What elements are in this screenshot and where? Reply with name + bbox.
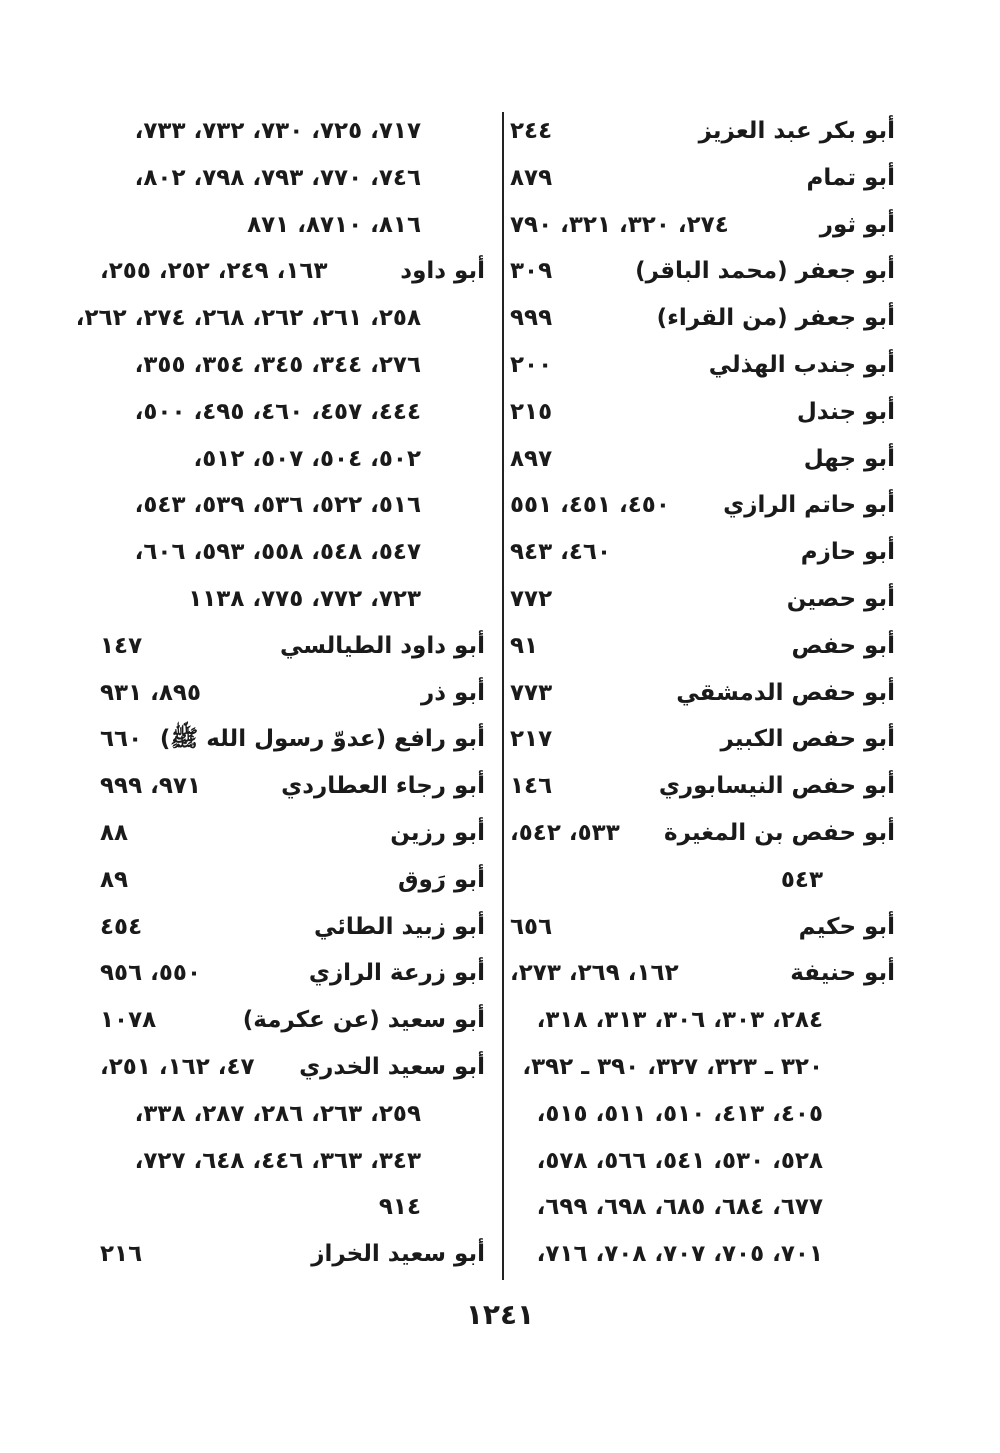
index-entry-continuation — [510, 1184, 895, 1231]
entry-pages: ٦٦٠ — [100, 726, 143, 753]
entry-pages: ٧٢٣، ٧٧٢، ٧٧٥، ١١٣٨ — [188, 585, 421, 612]
index-entry-continuation — [510, 1138, 895, 1185]
entry-pages: ٥٢٨، ٥٣٠، ٥٤١، ٥٦٦، ٥٧٨، — [536, 1147, 823, 1174]
entry-pages: ٧٠١، ٧٠٥، ٧٠٧، ٧٠٨، ٧١٦، — [536, 1241, 823, 1268]
entry-pages: ٤٥٠، ٤٥١، ٥٥١ — [510, 492, 670, 519]
index-entry — [510, 342, 895, 389]
entry-name: أبو سعيد الخراز — [311, 1241, 485, 1268]
index-entry-continuation — [100, 1138, 485, 1185]
entry-pages: ٣٢٠ ـ ٣٢٣، ٣٢٧، ٣٩٠ ـ ٣٩٢، — [522, 1053, 823, 1080]
entry-pages: ٢٤٤ — [510, 118, 553, 144]
entry-name: أبو رجاء العطاردي — [281, 773, 485, 800]
index-entry — [100, 248, 485, 295]
entry-pages: ٧٤٦، ٧٧٠، ٧٩٣، ٧٩٨، ٨٠٢، — [134, 164, 421, 191]
entry-name: أبو سعيد الخدري — [299, 1053, 485, 1080]
index-entry — [510, 810, 895, 857]
index-entry-continuation — [510, 1231, 895, 1278]
entry-pages: ٧١٧، ٧٢٥، ٧٣٠، ٧٣٢، ٧٣٣، — [134, 118, 421, 144]
entry-pages: ٥١٦، ٥٢٢، ٥٣٦، ٥٣٩، ٥٤٣، — [134, 492, 421, 519]
entry-name: أبو حفص النيسابوري — [658, 773, 895, 800]
entry-pages: ١٤٧ — [100, 632, 143, 659]
entry-pages: ٩١٤ — [378, 1194, 421, 1221]
entry-pages: ٨٨ — [100, 819, 129, 846]
index-entry-continuation — [510, 1044, 895, 1091]
index-entry-continuation — [100, 529, 485, 576]
index-entry — [510, 155, 895, 202]
entry-name: أبو ذر — [421, 679, 485, 706]
entry-pages: ٢١٦ — [100, 1241, 143, 1268]
entry-name: أبو رَوق — [397, 866, 485, 893]
entry-name: أبو حازم — [800, 539, 895, 566]
index-entry-continuation — [510, 1091, 895, 1138]
entry-pages: ١٦٢، ٢٦٩، ٢٧٣، — [510, 960, 679, 987]
entry-name: أبو زبيد الطائي — [314, 913, 485, 940]
entry-name: أبو سعيد (عن عكرمة) — [242, 1007, 485, 1034]
page-number: ١٢٤١ — [465, 1298, 535, 1331]
entry-pages: ١٦٣، ٢٤٩، ٢٥٢، ٢٥٥، — [100, 258, 328, 285]
index-entry — [100, 810, 485, 857]
entry-name: أبو تمام — [806, 164, 895, 191]
entry-pages: ٨٩ — [100, 866, 129, 893]
entry-pages: ٨٩٥، ٩٣١ — [100, 679, 201, 706]
entry-pages: ٣٠٩ — [510, 258, 553, 285]
entry-pages: ٧٧٣ — [510, 679, 553, 706]
entry-name: أبو جندب الهذلي — [708, 351, 895, 378]
entry-pages: ٨٩٧ — [510, 445, 553, 472]
index-entry — [510, 763, 895, 810]
entry-pages: ٢٥٩، ٢٦٣، ٢٨٦، ٢٨٧، ٣٣٨، — [134, 1100, 421, 1127]
entry-pages: ٢٥٨، ٢٦١، ٢٦٢، ٢٦٨، ٢٧٤، ٢٦٢، — [75, 305, 421, 332]
index-entry-continuation — [100, 155, 485, 202]
index-entry — [510, 482, 895, 529]
entry-pages: ٧٧٢ — [510, 585, 553, 612]
index-entry-continuation — [100, 202, 485, 249]
index-entry-continuation — [100, 1091, 485, 1138]
index-entry — [510, 576, 895, 623]
entry-pages: ٥٣٣، ٥٤٢، — [510, 819, 620, 846]
entry-pages: ٦٥٦ — [510, 913, 553, 940]
index-entry — [100, 623, 485, 670]
entry-name: أبو بكر عبد العزيز — [698, 118, 895, 144]
entry-name: أبو حفص — [791, 632, 895, 659]
index-entry — [510, 295, 895, 342]
entry-pages: ٢٠٠ — [510, 351, 553, 378]
index-entry — [100, 997, 485, 1044]
entry-name: أبو جعفر (من القراء) — [656, 305, 895, 332]
entry-pages: ٢٧٤، ٣٢٠، ٣٢١، ٧٩٠ — [510, 211, 729, 238]
entry-pages: ٨٧٩ — [510, 164, 553, 191]
entry-pages: ٩٩٩ — [510, 305, 553, 332]
entry-pages: ٣٤٣، ٣٦٣، ٤٤٦، ٦٤٨، ٧٢٧، — [134, 1147, 421, 1174]
entry-name: أبو ثور — [819, 211, 895, 238]
entry-pages: ٥٠٢، ٥٠٤، ٥٠٧، ٥١٢، — [193, 445, 421, 472]
entry-name: أبو رافع (عدوّ رسول الله ﷺ) — [159, 726, 485, 753]
entry-pages: ٢١٧ — [510, 726, 553, 753]
index-entry — [510, 950, 895, 997]
index-entry — [100, 670, 485, 717]
entry-pages: ٤٤٤، ٤٥٧، ٤٦٠، ٤٩٥، ٥٠٠، — [134, 398, 421, 425]
index-entry — [100, 1044, 485, 1091]
entry-name: أبو زرعة الرازي — [308, 960, 485, 987]
entry-name: أبو رزين — [390, 819, 485, 846]
index-entry-continuation — [100, 436, 485, 483]
index-entry — [100, 1231, 485, 1278]
index-entry-continuation — [510, 857, 895, 904]
entry-pages: ٤٠٥، ٤١٣، ٥١٠، ٥١١، ٥١٥، — [536, 1100, 823, 1127]
index-entry — [510, 389, 895, 436]
entry-name: أبو حنيفة — [790, 960, 895, 987]
entry-pages: ٥٥٠، ٩٥٦ — [100, 960, 201, 987]
entry-name: أبو حاتم الرازي — [723, 492, 895, 519]
index-entry — [100, 950, 485, 997]
index-entry-continuation — [75, 295, 485, 342]
index-entry — [510, 904, 895, 951]
index-entry — [510, 716, 895, 763]
index-entry — [100, 904, 485, 951]
index-entry-continuation — [100, 342, 485, 389]
index-entry — [510, 670, 895, 717]
entry-name: أبو جهل — [803, 445, 895, 472]
index-entry — [510, 248, 895, 295]
column-divider — [502, 112, 504, 1280]
entry-pages: ٤٧، ١٦٢، ٢٥١، — [100, 1053, 255, 1080]
entry-pages: ٦٧٧، ٦٨٤، ٦٨٥، ٦٩٨، ٦٩٩، — [536, 1194, 823, 1221]
index-column-right — [510, 108, 895, 1278]
entry-name: أبو حفص الكبير — [720, 726, 895, 753]
entry-name: أبو حصين — [786, 585, 895, 612]
entry-pages: ٨١٦، ٨٧١٠، ٨٧١ — [247, 211, 421, 238]
entry-pages: ٤٥٤ — [100, 913, 143, 940]
entry-name: أبو حفص بن المغيرة — [664, 819, 895, 846]
entry-pages: ٥٤٣ — [780, 866, 823, 893]
entry-pages: ٢٧٦، ٣٤٤، ٣٤٥، ٣٥٤، ٣٥٥، — [134, 351, 421, 378]
entry-name: أبو داود الطيالسي — [279, 632, 485, 659]
entry-name: أبو حكيم — [798, 913, 895, 940]
index-entry — [100, 716, 485, 763]
index-entry — [100, 763, 485, 810]
index-entry — [100, 857, 485, 904]
entry-pages: ٩١ — [510, 632, 539, 659]
entry-name: أبو جندل — [796, 398, 895, 425]
index-entry — [510, 202, 895, 249]
entry-name: أبو حفص الدمشقي — [676, 679, 895, 706]
entry-pages: ٢١٥ — [510, 398, 553, 425]
index-entry-continuation — [100, 1184, 485, 1231]
entry-pages: ١٠٧٨ — [100, 1007, 157, 1034]
index-entry-continuation — [100, 108, 485, 155]
entry-name: أبو داود — [400, 258, 485, 285]
index-entry-continuation — [100, 576, 485, 623]
index-entry-continuation — [100, 482, 485, 529]
entry-pages: ١٤٦ — [510, 773, 553, 800]
index-column-left — [75, 108, 485, 1278]
index-entry — [510, 529, 895, 576]
entry-pages: ٩٧١، ٩٩٩ — [100, 773, 201, 800]
index-entry-continuation — [100, 389, 485, 436]
entry-pages: ٤٦٠، ٩٤٣ — [510, 539, 611, 566]
index-entry-continuation — [510, 997, 895, 1044]
entry-pages: ٢٨٤، ٣٠٣، ٣٠٦، ٣١٣، ٣١٨، — [536, 1007, 823, 1034]
index-entry — [510, 108, 895, 155]
index-entry — [510, 623, 895, 670]
index-entry — [510, 436, 895, 483]
entry-pages: ٥٤٧، ٥٤٨، ٥٥٨، ٥٩٣، ٦٠٦، — [134, 539, 421, 566]
entry-name: أبو جعفر (محمد الباقر) — [635, 258, 895, 285]
